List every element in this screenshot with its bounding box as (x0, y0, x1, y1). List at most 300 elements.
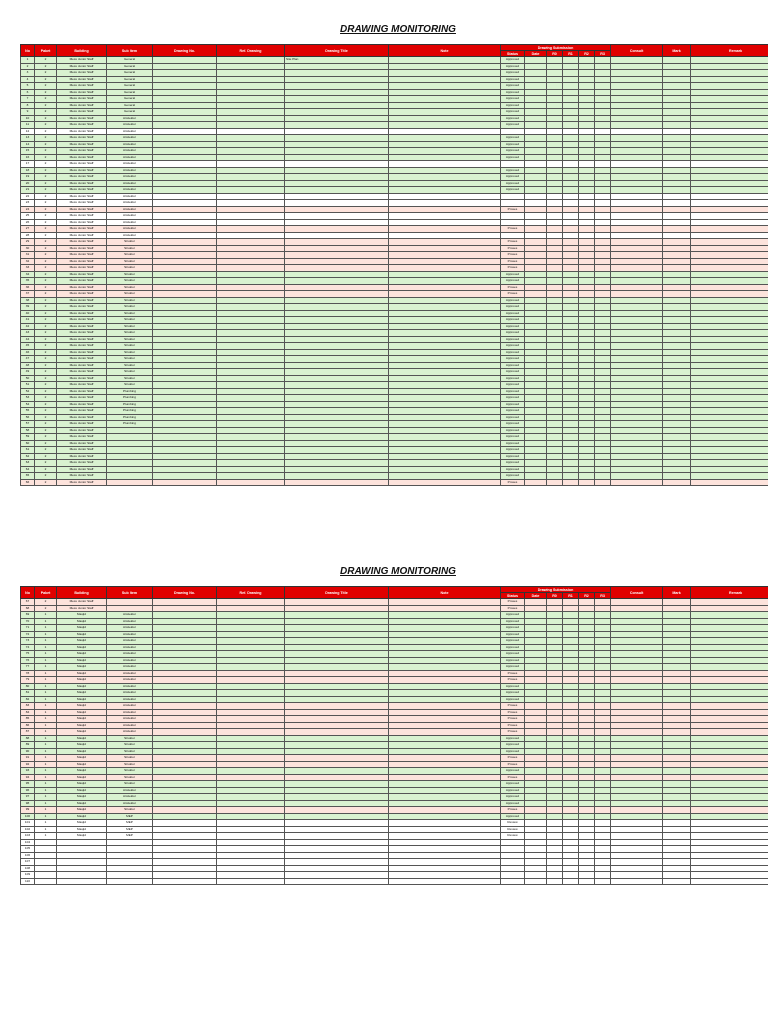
cell-building: Mess Junior Staff (57, 414, 107, 421)
cell-paket: 2 (35, 161, 57, 168)
cell-building: Mess Junior Staff (57, 83, 107, 90)
cell-building: Masjid (57, 696, 107, 703)
cell-no: 12 (21, 128, 35, 135)
cell-building: Mess Junior Staff (57, 434, 107, 441)
cell-building: Masjid (57, 631, 107, 638)
cell-building: Mess Junior Staff (57, 96, 107, 103)
col-header: Ref. Drawing (217, 587, 285, 599)
cell-sub: Struktur (107, 330, 153, 337)
cell-paket: 2 (35, 239, 57, 246)
cell-status: Approved (501, 57, 525, 64)
cell-status: Approved (501, 460, 525, 467)
cell-status: Approved (501, 473, 525, 480)
cell-no: 19 (21, 174, 35, 181)
cell-no: 18 (21, 167, 35, 174)
cell-no: 79 (21, 677, 35, 684)
cell-building: Mess Junior Staff (57, 401, 107, 408)
cell-sub: Arsitektur (107, 154, 153, 161)
cell-no: 51 (21, 382, 35, 389)
cell-paket: 1 (35, 755, 57, 762)
cell-no: 46 (21, 349, 35, 356)
cell-paket: 2 (35, 187, 57, 194)
cell-no: 105 (21, 846, 35, 853)
cell-status: Approved (501, 657, 525, 664)
cell-status: Approved (501, 349, 525, 356)
cell-status: Approved (501, 781, 525, 788)
cell-no: 88 (21, 735, 35, 742)
page-title: DRAWING MONITORING (340, 24, 456, 35)
cell-no: 53 (21, 395, 35, 402)
cell-status: Approved (501, 336, 525, 343)
cell-sub: Arsitektur (107, 670, 153, 677)
cell-sub: General (107, 70, 153, 77)
cell-sub: Plumbing (107, 408, 153, 415)
cell-status: Proses (501, 677, 525, 684)
cell-building: Masjid (57, 703, 107, 710)
cell-sub: Arsitektur (107, 677, 153, 684)
cell-building: Mess Junior Staff (57, 109, 107, 116)
cell-building: Masjid (57, 638, 107, 645)
cell-paket: 2 (35, 200, 57, 207)
cell-no: 95 (21, 781, 35, 788)
cell-no: 102 (21, 826, 35, 833)
col-header: Drawing Title (285, 587, 389, 599)
cell-no: 24 (21, 206, 35, 213)
cell-building: Masjid (57, 729, 107, 736)
cell-building: Mess Junior Staff (57, 174, 107, 181)
cell-sub: General (107, 76, 153, 83)
group-header: Drawing Submission (501, 45, 611, 51)
cell-sub: General (107, 89, 153, 96)
cell-no: 110 (21, 878, 35, 885)
cell-sub: Struktur (107, 768, 153, 775)
col-header: Building (57, 45, 107, 57)
cell-no: 94 (21, 774, 35, 781)
cell-building: Masjid (57, 781, 107, 788)
cell-no: 27 (21, 226, 35, 233)
page-title: DRAWING MONITORING (340, 566, 456, 577)
cell-no: 83 (21, 703, 35, 710)
cell-sub: Arsitektur (107, 193, 153, 200)
cell-sub: Arsitektur (107, 206, 153, 213)
cell-paket: 2 (35, 219, 57, 226)
cell-r2 (579, 878, 595, 885)
cell-sub: Arsitektur (107, 657, 153, 664)
cell-paket: 2 (35, 193, 57, 200)
cell-paket: 1 (35, 833, 57, 840)
cell-status: Review (501, 833, 525, 840)
cell-no: 6 (21, 89, 35, 96)
cell-sub: Struktur (107, 362, 153, 369)
cell-paket: 2 (35, 180, 57, 187)
cell-no: 66 (21, 479, 35, 486)
cell-status: Approved (501, 167, 525, 174)
cell-building: Mess Junior Staff (57, 382, 107, 389)
cell-r3 (595, 479, 611, 486)
cell-building: Mess Junior Staff (57, 258, 107, 265)
cell-status: Approved (501, 440, 525, 447)
cell-sub: Struktur (107, 252, 153, 259)
cell-sub: Struktur (107, 278, 153, 285)
cell-sub: Arsitektur (107, 167, 153, 174)
cell-building: Mess Junior Staff (57, 135, 107, 142)
table-row (21, 878, 768, 885)
col-header: Date (525, 51, 547, 57)
cell-status: Approved (501, 154, 525, 161)
cell-no: 23 (21, 200, 35, 207)
col-header: Remark (691, 45, 768, 57)
cell-building: Mess Junior Staff (57, 206, 107, 213)
cell-building: Mess Junior Staff (57, 161, 107, 168)
cell-sub: Struktur (107, 781, 153, 788)
cell-building: Masjid (57, 826, 107, 833)
cell-status: Proses (501, 258, 525, 265)
cell-paket: 1 (35, 690, 57, 697)
cell-no: 80 (21, 683, 35, 690)
cell-no: 86 (21, 722, 35, 729)
cell-status: Review (501, 820, 525, 827)
cell-no: 52 (21, 388, 35, 395)
cell-sub: MEP (107, 813, 153, 820)
cell-building: Masjid (57, 690, 107, 697)
cell-status: Approved (501, 115, 525, 122)
cell-paket: 2 (35, 148, 57, 155)
cell-building: Mess Junior Staff (57, 102, 107, 109)
cell-paket: 1 (35, 709, 57, 716)
cell-status: Proses (501, 722, 525, 729)
cell-paket: 2 (35, 421, 57, 428)
cell-status: Proses (501, 226, 525, 233)
cell-building: Mess Junior Staff (57, 115, 107, 122)
cell-date (525, 479, 547, 486)
cell-no: 56 (21, 414, 35, 421)
cell-status: Approved (501, 369, 525, 376)
cell-no: 40 (21, 310, 35, 317)
cell-paket: 2 (35, 96, 57, 103)
cell-no: 96 (21, 787, 35, 794)
cell-sub: MEP (107, 820, 153, 827)
col-header: R1 (563, 51, 579, 57)
col-header: Note (389, 45, 501, 57)
cell-paket: 2 (35, 206, 57, 213)
cell-no: 73 (21, 638, 35, 645)
cell-note (389, 878, 501, 885)
cell-building: Mess Junior Staff (57, 460, 107, 467)
cell-no: 20 (21, 180, 35, 187)
cell-no: 59 (21, 434, 35, 441)
cell-paket: 2 (35, 599, 57, 606)
drawing-table (20, 44, 768, 486)
cell-building: Mess Junior Staff (57, 323, 107, 330)
col-header: Mark (663, 45, 691, 57)
cell-sub: Struktur (107, 317, 153, 324)
col-header: Paket (35, 45, 57, 57)
cell-building: Mess Junior Staff (57, 141, 107, 148)
cell-building: Masjid (57, 683, 107, 690)
cell-building: Mess Junior Staff (57, 180, 107, 187)
col-header: Ref. Drawing (217, 45, 285, 57)
col-header: Status (501, 51, 525, 57)
cell-status: Approved (501, 330, 525, 337)
cell-building: Masjid (57, 722, 107, 729)
table-body (21, 599, 768, 885)
cell-paket: 2 (35, 427, 57, 434)
cell-paket: 1 (35, 612, 57, 619)
cell-building: Masjid (57, 709, 107, 716)
cell-paket: 1 (35, 774, 57, 781)
cell-sub: Arsitektur (107, 122, 153, 129)
cell-sub: Arsitektur (107, 683, 153, 690)
cell-sub: General (107, 96, 153, 103)
cell-no: 107 (21, 859, 35, 866)
cell-status: Approved (501, 794, 525, 801)
col-header: R3 (595, 593, 611, 599)
cell-no: 17 (21, 161, 35, 168)
cell-building: Mess Junior Staff (57, 369, 107, 376)
cell-sub: Plumbing (107, 401, 153, 408)
cell-building: Masjid (57, 625, 107, 632)
cell-status: Approved (501, 141, 525, 148)
cell-status: Proses (501, 709, 525, 716)
cell-paket: 1 (35, 742, 57, 749)
cell-building: Mess Junior Staff (57, 284, 107, 291)
cell-paket: 2 (35, 174, 57, 181)
cell-status: Proses (501, 252, 525, 259)
cell-sub: Arsitektur (107, 787, 153, 794)
cell-building: Mess Junior Staff (57, 317, 107, 324)
cell-paket: 1 (35, 794, 57, 801)
cell-ref (217, 479, 285, 486)
cell-status: Approved (501, 748, 525, 755)
cell-no: 75 (21, 651, 35, 658)
cell-building: Mess Junior Staff (57, 200, 107, 207)
cell-building: Mess Junior Staff (57, 408, 107, 415)
cell-no: 67 (21, 599, 35, 606)
cell-sub: Arsitektur (107, 703, 153, 710)
cell-status: Approved (501, 742, 525, 749)
cell-no: 4 (21, 76, 35, 83)
cell-building: Mess Junior Staff (57, 310, 107, 317)
cell-sub: Struktur (107, 258, 153, 265)
cell-no: 103 (21, 833, 35, 840)
col-header: R3 (595, 51, 611, 57)
cell-no: 57 (21, 421, 35, 428)
cell-title (285, 479, 389, 486)
cell-paket: 2 (35, 343, 57, 350)
cell-building: Mess Junior Staff (57, 427, 107, 434)
cell-paket: 1 (35, 696, 57, 703)
cell-sub: Plumbing (107, 414, 153, 421)
cell-sub: Arsitektur (107, 213, 153, 220)
cell-no: 5 (21, 83, 35, 90)
cell-paket: 2 (35, 401, 57, 408)
col-header: Consult (611, 587, 663, 599)
table-row (21, 479, 768, 486)
cell-sub: Plumbing (107, 421, 153, 428)
cell-status: Proses (501, 239, 525, 246)
cell-sub: Struktur (107, 735, 153, 742)
cell-status: Approved (501, 63, 525, 70)
cell-building: Masjid (57, 755, 107, 762)
cell-no: 70 (21, 618, 35, 625)
cell-sub: Arsitektur (107, 651, 153, 658)
cell-sub: Struktur (107, 755, 153, 762)
cell-paket: 2 (35, 265, 57, 272)
cell-sub: Struktur (107, 271, 153, 278)
cell-building: Mess Junior Staff (57, 122, 107, 129)
cell-status: Proses (501, 599, 525, 606)
cell-building: Mess Junior Staff (57, 599, 107, 606)
cell-paket: 2 (35, 369, 57, 376)
cell-paket: 2 (35, 102, 57, 109)
cell-status: Approved (501, 382, 525, 389)
cell-no: 63 (21, 460, 35, 467)
cell-sub: Arsitektur (107, 187, 153, 194)
cell-building: Mess Junior Staff (57, 291, 107, 298)
cell-sub: Arsitektur (107, 174, 153, 181)
cell-status: Proses (501, 206, 525, 213)
cell-sub (107, 878, 153, 885)
cell-no: 71 (21, 625, 35, 632)
cell-paket: 2 (35, 291, 57, 298)
cell-building: Mess Junior Staff (57, 447, 107, 454)
cell-no: 44 (21, 336, 35, 343)
cell-status: Proses (501, 284, 525, 291)
cell-sub: Struktur (107, 807, 153, 814)
table-header (21, 587, 768, 599)
cell-no: 60 (21, 440, 35, 447)
cell-building: Mess Junior Staff (57, 421, 107, 428)
cell-status: Approved (501, 89, 525, 96)
col-header: R0 (547, 593, 563, 599)
cell-paket: 2 (35, 57, 57, 64)
cell-no: 78 (21, 670, 35, 677)
cell-sub: Struktur (107, 245, 153, 252)
cell-sub: Arsitektur (107, 612, 153, 619)
cell-paket: 1 (35, 716, 57, 723)
cell-status: Proses (501, 807, 525, 814)
cell-building: Mess Junior Staff (57, 187, 107, 194)
cell-no: 104 (21, 839, 35, 846)
col-header: Date (525, 593, 547, 599)
cell-sub: Arsitektur (107, 128, 153, 135)
cell-paket: 2 (35, 388, 57, 395)
cell-paket: 2 (35, 63, 57, 70)
cell-title: Site Plan (285, 57, 389, 64)
cell-status: Approved (501, 453, 525, 460)
col-header: R2 (579, 593, 595, 599)
cell-status: Approved (501, 362, 525, 369)
cell-no: 84 (21, 709, 35, 716)
cell-status: Approved (501, 813, 525, 820)
cell-paket: 2 (35, 356, 57, 363)
cell-building: Mess Junior Staff (57, 349, 107, 356)
cell-paket: 2 (35, 349, 57, 356)
cell-no: 2 (21, 63, 35, 70)
cell-sub: Arsitektur (107, 115, 153, 122)
cell-building: Mess Junior Staff (57, 453, 107, 460)
cell-building: Mess Junior Staff (57, 226, 107, 233)
cell-empty (611, 479, 663, 486)
col-header: No (21, 45, 35, 57)
cell-sub: General (107, 63, 153, 70)
cell-no: 91 (21, 755, 35, 762)
cell-note (389, 479, 501, 486)
cell-no: 30 (21, 245, 35, 252)
cell-no: 34 (21, 271, 35, 278)
cell-building: Mess Junior Staff (57, 76, 107, 83)
col-header: Drawing No. (153, 45, 217, 57)
cell-status: Approved (501, 356, 525, 363)
cell-paket: 1 (35, 748, 57, 755)
cell-building: Masjid (57, 774, 107, 781)
cell-building: Mess Junior Staff (57, 375, 107, 382)
cell-paket: 2 (35, 466, 57, 473)
cell-sub: MEP (107, 833, 153, 840)
cell-building: Mess Junior Staff (57, 239, 107, 246)
cell-building: Masjid (57, 742, 107, 749)
cell-status: Approved (501, 310, 525, 317)
cell-no: 74 (21, 644, 35, 651)
cell-sub: Arsitektur (107, 135, 153, 142)
cell-dwg (153, 878, 217, 885)
cell-building: Mess Junior Staff (57, 219, 107, 226)
cell-paket: 1 (35, 683, 57, 690)
cell-building: Masjid (57, 794, 107, 801)
cell-building: Mess Junior Staff (57, 154, 107, 161)
cell-paket: 2 (35, 414, 57, 421)
cell-no: 89 (21, 742, 35, 749)
cell-building: Masjid (57, 657, 107, 664)
cell-status: Approved (501, 434, 525, 441)
cell-paket: 2 (35, 245, 57, 252)
cell-no: 8 (21, 102, 35, 109)
cell-status: Proses (501, 670, 525, 677)
cell-paket: 2 (35, 271, 57, 278)
cell-sub: General (107, 109, 153, 116)
cell-no: 45 (21, 343, 35, 350)
cell-status: Approved (501, 388, 525, 395)
cell-paket: 2 (35, 447, 57, 454)
cell-paket: 1 (35, 729, 57, 736)
cell-no: 93 (21, 768, 35, 775)
col-header: Consult (611, 45, 663, 57)
cell-no: 25 (21, 213, 35, 220)
cell-status: Proses (501, 774, 525, 781)
cell-status: Approved (501, 466, 525, 473)
cell-empty (663, 479, 691, 486)
cell-paket: 1 (35, 651, 57, 658)
cell-sub: Struktur (107, 382, 153, 389)
cell-building: Mess Junior Staff (57, 388, 107, 395)
cell-sub: Arsitektur (107, 664, 153, 671)
cell-status: Proses (501, 291, 525, 298)
cell-paket: 2 (35, 213, 57, 220)
cell-paket: 2 (35, 434, 57, 441)
col-header: Drawing Title (285, 45, 389, 57)
cell-sub: Plumbing (107, 395, 153, 402)
cell-sub: Arsitektur (107, 644, 153, 651)
cell-no: 42 (21, 323, 35, 330)
cell-status: Approved (501, 787, 525, 794)
cell-sub: Arsitektur (107, 696, 153, 703)
cell-title (285, 878, 389, 885)
cell-paket: 2 (35, 226, 57, 233)
cell-no: 69 (21, 612, 35, 619)
cell-paket: 1 (35, 703, 57, 710)
cell-no: 76 (21, 657, 35, 664)
cell-status: Approved (501, 690, 525, 697)
